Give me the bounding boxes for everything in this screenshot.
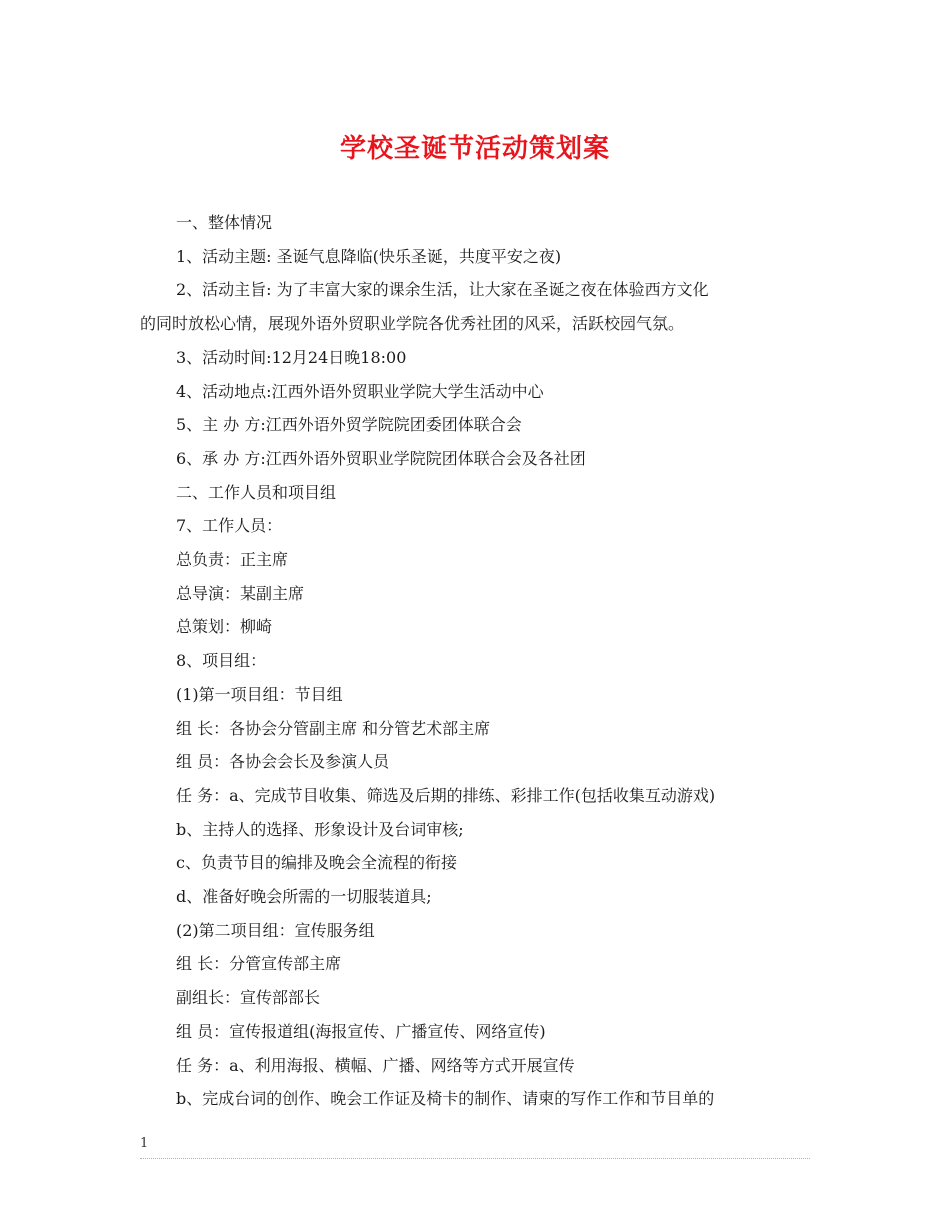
paragraph-line: 2、活动主旨: 为了丰富大家的课余生活，让大家在圣诞之夜在体验西方文化 bbox=[176, 280, 709, 300]
paragraph-line: 组 员：宣传报道组(海报宣传、广播宣传、网络宣传) bbox=[176, 1021, 546, 1041]
document-title: 学校圣诞节活动策划案 bbox=[339, 134, 610, 164]
paragraph-line: 6、承 办 方:江西外语外贸职业学院院团体联合会及各社团 bbox=[176, 448, 586, 468]
paragraph-line: 7、工作人员： bbox=[176, 516, 283, 536]
paragraph-line: 的同时放松心情，展现外语外贸职业学院各优秀社团的风采，活跃校园气氛。 bbox=[140, 314, 685, 334]
paragraph-line: 任 务：a、利用海报、横幅、广播、网络等方式开展宣传 bbox=[176, 1055, 575, 1075]
document-body bbox=[140, 206, 820, 1116]
paragraph-line: b、主持人的选择、形象设计及台词审核; bbox=[176, 819, 464, 839]
paragraph-line: d、准备好晚会所需的一切服装道具; bbox=[176, 887, 432, 907]
paragraph-line: 总导演：某副主席 bbox=[176, 583, 305, 603]
paragraph-line: 一、整体情况 bbox=[176, 213, 273, 232]
page-number: 1 bbox=[140, 1136, 149, 1151]
paragraph-line: 组 长：各协会分管副主席 和分管艺术部主席 bbox=[176, 718, 491, 738]
paragraph-line: 1、活动主题: 圣诞气息降临(快乐圣诞，共度平安之夜) bbox=[176, 246, 562, 266]
paragraph-line: (1)第一项目组：节目组 bbox=[176, 684, 343, 704]
paragraph-line: b、完成台词的创作、晚会工作证及椅卡的制作、请柬的写作工作和节目单的 bbox=[176, 1089, 715, 1109]
paragraph-line: 组 长：分管宣传部主席 bbox=[176, 954, 342, 974]
paragraph-line: 4、活动地点:江西外语外贸职业学院大学生活动中心 bbox=[176, 381, 544, 401]
paragraph-line: 5、主 办 方:江西外语外贸学院院团委团体联合会 bbox=[176, 415, 522, 435]
paragraph-line: 8、项目组： bbox=[176, 651, 267, 671]
paragraph-line: 组 员：各协会会长及参演人员 bbox=[176, 752, 390, 772]
paragraph-line: (2)第二项目组：宣传服务组 bbox=[176, 920, 375, 940]
paragraph-line: c、负责节目的编排及晚会全流程的衔接 bbox=[176, 853, 457, 873]
paragraph-line: 总负责：正主席 bbox=[176, 550, 289, 570]
paragraph-line: 任 务：a、完成节目收集、筛选及后期的排练、彩排工作(包括收集互动游戏) bbox=[176, 785, 716, 805]
paragraph-line: 副组长：宣传部部长 bbox=[176, 988, 321, 1008]
footer-divider bbox=[140, 1158, 810, 1159]
paragraph-line: 二、工作人员和项目组 bbox=[176, 482, 337, 502]
paragraph-line: 总策划：柳崎 bbox=[176, 617, 273, 637]
paragraph-line: 3、活动时间:12月24日晚18:00 bbox=[176, 347, 407, 367]
